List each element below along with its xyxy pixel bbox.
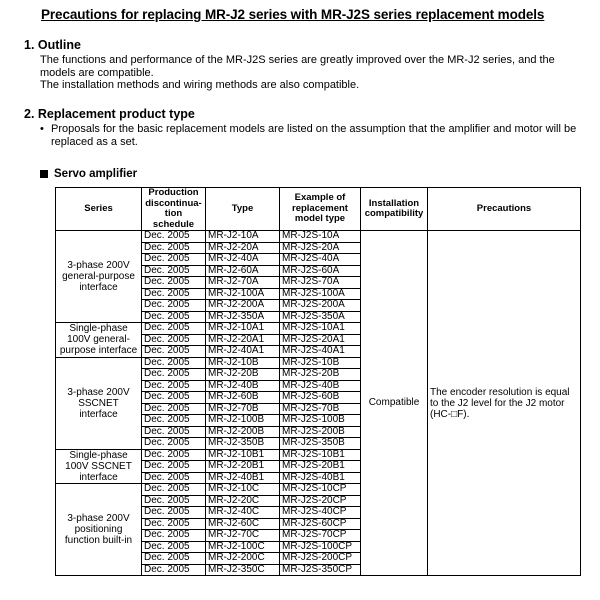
servo-heading bbox=[40, 168, 137, 180]
example-cell: MR-J2S-70CP bbox=[280, 530, 361, 542]
table-body bbox=[56, 231, 581, 576]
precautions-cell: The encoder resolution is equal to the J2 level for the J2 motor (HC-□F). bbox=[428, 231, 581, 576]
type-cell: MR-J2-350A bbox=[206, 311, 280, 323]
schedule-cell: Dec. 2005 bbox=[142, 242, 206, 254]
example-cell: MR-J2S-70B bbox=[280, 403, 361, 415]
example-cell: MR-J2S-350CP bbox=[280, 564, 361, 576]
outline-body bbox=[40, 54, 590, 92]
servo-heading-text: Servo amplifier bbox=[54, 168, 138, 180]
outline-line: The functions and performance of the MR-J2S series are greatly improved over the MR-J2 series, and the models are compatible. bbox=[40, 54, 555, 79]
type-cell: MR-J2-20A1 bbox=[206, 334, 280, 346]
schedule-cell: Dec. 2005 bbox=[142, 553, 206, 565]
outline-heading: 1. Outline bbox=[24, 38, 81, 52]
type-cell: MR-J2-20A bbox=[206, 242, 280, 254]
page-title: Precautions for replacing MR-J2 series with MR-J2S series replacement models bbox=[41, 7, 545, 22]
header-series: Series bbox=[56, 188, 142, 231]
example-cell: MR-J2S-100A bbox=[280, 288, 361, 300]
schedule-cell: Dec. 2005 bbox=[142, 472, 206, 484]
type-cell: MR-J2-200C bbox=[206, 553, 280, 565]
schedule-cell: Dec. 2005 bbox=[142, 380, 206, 392]
example-cell: MR-J2S-100B bbox=[280, 415, 361, 427]
schedule-cell: Dec. 2005 bbox=[142, 495, 206, 507]
header-precautions: Precautions bbox=[428, 188, 581, 231]
replacement-section bbox=[24, 107, 590, 148]
example-cell: MR-J2S-20B bbox=[280, 369, 361, 381]
schedule-cell: Dec. 2005 bbox=[142, 461, 206, 473]
schedule-cell: Dec. 2005 bbox=[142, 426, 206, 438]
schedule-cell: Dec. 2005 bbox=[142, 254, 206, 266]
example-cell: MR-J2S-20B1 bbox=[280, 461, 361, 473]
replacement-bullet bbox=[40, 123, 590, 148]
type-cell: MR-J2-20B1 bbox=[206, 461, 280, 473]
type-cell: MR-J2-350C bbox=[206, 564, 280, 576]
outline-section bbox=[24, 38, 590, 92]
example-cell: MR-J2S-40B bbox=[280, 380, 361, 392]
example-cell: MR-J2S-10A1 bbox=[280, 323, 361, 335]
type-cell: MR-J2-200B bbox=[206, 426, 280, 438]
type-cell: MR-J2-60C bbox=[206, 518, 280, 530]
square-bullet-icon bbox=[40, 170, 48, 178]
schedule-cell: Dec. 2005 bbox=[142, 231, 206, 243]
type-cell: MR-J2-40C bbox=[206, 507, 280, 519]
header-schedule: Production discontinua-tion schedule bbox=[142, 188, 206, 231]
bullet-icon: • bbox=[40, 123, 44, 135]
replacement-bullet-text: Proposals for the basic replacement models are listed on the assumption that the amplifier and motor will be replaced as a set. bbox=[51, 123, 577, 148]
schedule-cell: Dec. 2005 bbox=[142, 288, 206, 300]
schedule-cell: Dec. 2005 bbox=[142, 334, 206, 346]
type-cell: MR-J2-40A1 bbox=[206, 346, 280, 358]
type-cell: MR-J2-10B bbox=[206, 357, 280, 369]
example-cell: MR-J2S-40CP bbox=[280, 507, 361, 519]
type-cell: MR-J2-10A1 bbox=[206, 323, 280, 335]
example-cell: MR-J2S-40A1 bbox=[280, 346, 361, 358]
table-row bbox=[56, 231, 581, 243]
example-cell: MR-J2S-350B bbox=[280, 438, 361, 450]
outline-line: The installation methods and wiring methods are also compatible. bbox=[40, 79, 360, 91]
header-type: Type bbox=[206, 188, 280, 231]
example-cell: MR-J2S-60B bbox=[280, 392, 361, 404]
header-example: Example of replacement model type bbox=[280, 188, 361, 231]
schedule-cell: Dec. 2005 bbox=[142, 277, 206, 289]
series-cell: 3-phase 200V positioning function built-in bbox=[56, 484, 142, 576]
header-compat: Installation compatibility bbox=[361, 188, 428, 231]
compatibility-cell: Compatible bbox=[361, 231, 428, 576]
table-header-row bbox=[56, 188, 581, 231]
type-cell: MR-J2-10A bbox=[206, 231, 280, 243]
series-cell: 3-phase 200V general-purpose interface bbox=[56, 231, 142, 323]
example-cell: MR-J2S-200A bbox=[280, 300, 361, 312]
type-cell: MR-J2-70B bbox=[206, 403, 280, 415]
schedule-cell: Dec. 2005 bbox=[142, 530, 206, 542]
replacement-heading: 2. Replacement product type bbox=[24, 107, 195, 121]
servo-amplifier-table bbox=[55, 187, 581, 576]
schedule-cell: Dec. 2005 bbox=[142, 265, 206, 277]
schedule-cell: Dec. 2005 bbox=[142, 484, 206, 496]
type-cell: MR-J2-100B bbox=[206, 415, 280, 427]
series-cell: 3-phase 200V SSCNET interface bbox=[56, 357, 142, 449]
type-cell: MR-J2-100C bbox=[206, 541, 280, 553]
example-cell: MR-J2S-200CP bbox=[280, 553, 361, 565]
type-cell: MR-J2-10C bbox=[206, 484, 280, 496]
type-cell: MR-J2-20C bbox=[206, 495, 280, 507]
type-cell: MR-J2-70A bbox=[206, 277, 280, 289]
example-cell: MR-J2S-60A bbox=[280, 265, 361, 277]
type-cell: MR-J2-40B1 bbox=[206, 472, 280, 484]
schedule-cell: Dec. 2005 bbox=[142, 357, 206, 369]
type-cell: MR-J2-350B bbox=[206, 438, 280, 450]
example-cell: MR-J2S-60CP bbox=[280, 518, 361, 530]
schedule-cell: Dec. 2005 bbox=[142, 564, 206, 576]
example-cell: MR-J2S-10CP bbox=[280, 484, 361, 496]
example-cell: MR-J2S-20CP bbox=[280, 495, 361, 507]
schedule-cell: Dec. 2005 bbox=[142, 415, 206, 427]
example-cell: MR-J2S-10A bbox=[280, 231, 361, 243]
type-cell: MR-J2-60B bbox=[206, 392, 280, 404]
schedule-cell: Dec. 2005 bbox=[142, 507, 206, 519]
type-cell: MR-J2-10B1 bbox=[206, 449, 280, 461]
schedule-cell: Dec. 2005 bbox=[142, 518, 206, 530]
example-cell: MR-J2S-100CP bbox=[280, 541, 361, 553]
schedule-cell: Dec. 2005 bbox=[142, 403, 206, 415]
series-cell: Single-phase 100V SSCNET interface bbox=[56, 449, 142, 484]
type-cell: MR-J2-20B bbox=[206, 369, 280, 381]
type-cell: MR-J2-100A bbox=[206, 288, 280, 300]
series-cell: Single-phase 100V general-purpose interface bbox=[56, 323, 142, 358]
example-cell: MR-J2S-20A bbox=[280, 242, 361, 254]
example-cell: MR-J2S-40B1 bbox=[280, 472, 361, 484]
schedule-cell: Dec. 2005 bbox=[142, 449, 206, 461]
schedule-cell: Dec. 2005 bbox=[142, 369, 206, 381]
example-cell: MR-J2S-20A1 bbox=[280, 334, 361, 346]
schedule-cell: Dec. 2005 bbox=[142, 346, 206, 358]
example-cell: MR-J2S-200B bbox=[280, 426, 361, 438]
schedule-cell: Dec. 2005 bbox=[142, 311, 206, 323]
schedule-cell: Dec. 2005 bbox=[142, 438, 206, 450]
type-cell: MR-J2-70C bbox=[206, 530, 280, 542]
example-cell: MR-J2S-70A bbox=[280, 277, 361, 289]
example-cell: MR-J2S-10B bbox=[280, 357, 361, 369]
type-cell: MR-J2-200A bbox=[206, 300, 280, 312]
example-cell: MR-J2S-350A bbox=[280, 311, 361, 323]
type-cell: MR-J2-40B bbox=[206, 380, 280, 392]
example-cell: MR-J2S-10B1 bbox=[280, 449, 361, 461]
example-cell: MR-J2S-40A bbox=[280, 254, 361, 266]
type-cell: MR-J2-60A bbox=[206, 265, 280, 277]
schedule-cell: Dec. 2005 bbox=[142, 323, 206, 335]
schedule-cell: Dec. 2005 bbox=[142, 392, 206, 404]
schedule-cell: Dec. 2005 bbox=[142, 541, 206, 553]
type-cell: MR-J2-40A bbox=[206, 254, 280, 266]
schedule-cell: Dec. 2005 bbox=[142, 300, 206, 312]
